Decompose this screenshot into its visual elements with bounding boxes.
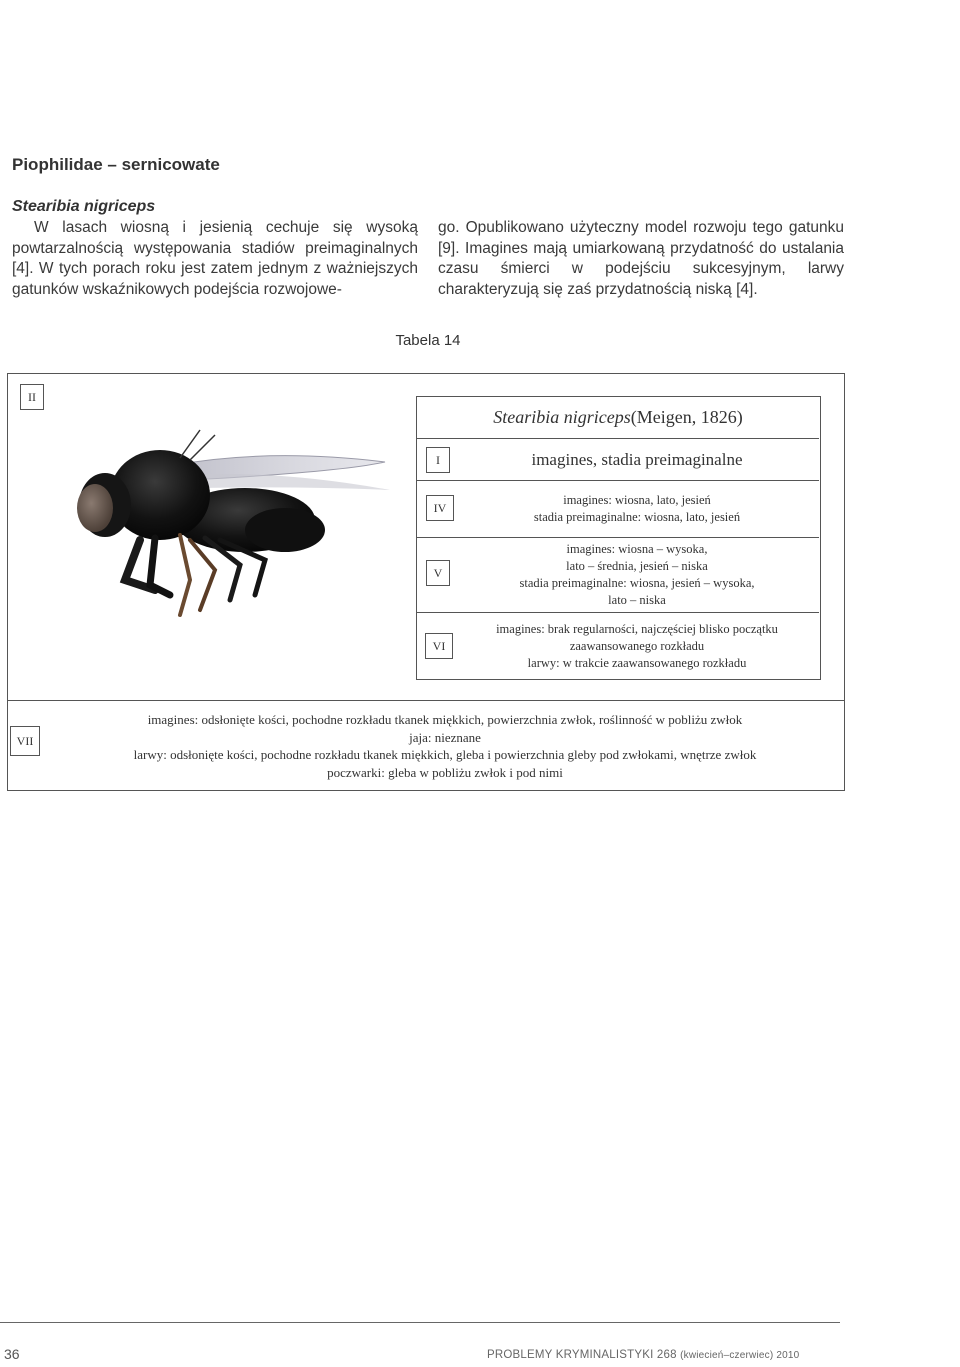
table-row-i xyxy=(417,439,819,481)
table-caption: Tabela 14 xyxy=(395,332,461,349)
row-vi-line: larwy: w trakcie zaawansowanego rozkładu xyxy=(527,655,747,670)
species-title: Stearibia nigriceps xyxy=(12,198,156,215)
section-title: Piophilidae – sernicowate xyxy=(12,155,220,174)
row-i-line: imagines, stadia preimaginalne xyxy=(531,449,743,469)
header-species: Stearibia nigriceps xyxy=(493,407,631,427)
row-iv-line: stadia preimaginalne: wiosna, lato, jesień xyxy=(533,510,741,524)
row-vii-line: poczwarki: gleba w pobliżu zwłok i pod nimi xyxy=(327,764,563,780)
table-row-v xyxy=(417,538,819,613)
table-row-iv xyxy=(417,481,819,538)
row-v-line: imagines: wiosna – wysoka, xyxy=(566,542,708,556)
page-number: 36 xyxy=(4,1346,20,1362)
row-vii-line: imagines: odsłonięte kości, pochodne rozkładu tkanek miękkich, powierzchnia zwłok, roślinność w pobliżu zwłok xyxy=(147,712,743,727)
row-v-line: lato – średnia, jesień – niska xyxy=(566,559,708,573)
table-row-vii xyxy=(45,711,845,781)
row-vi-line: zaawansowanego rozkładu xyxy=(569,638,705,653)
journal-issue: (kwiecień–czerwiec) 2010 xyxy=(680,1350,800,1361)
badge-ii: II xyxy=(20,384,44,410)
badge-vi: VI xyxy=(425,633,453,659)
table-row-vi xyxy=(417,613,819,679)
text-column-left: W lasach wiosną i jesienią cechuje się wysoką powtarzalnością występowania stadiów preimaginalnych [4]. W tych porach roku jest zatem jednym z ważniejszych gatunków wskaźnikowych podejścia rozwojowe- xyxy=(12,219,418,298)
table-divider xyxy=(7,700,845,701)
header-author: (Meigen, 1826) xyxy=(630,407,743,427)
row-v-line: stadia preimaginalne: wiosna, jesień – wysoka, xyxy=(519,576,755,590)
journal-footer xyxy=(487,1349,799,1361)
row-vi-line: imagines: brak regularności, najczęściej blisko początku xyxy=(496,621,778,636)
journal-name: PROBLEMY KRYMINALISTYKI 268 xyxy=(487,1349,681,1361)
row-v-line: lato – niska xyxy=(608,593,666,607)
footer-rule xyxy=(0,1322,840,1323)
table-header-row xyxy=(417,397,819,439)
row-vii-line: larwy: odsłonięte kości, pochodne rozkładu tkanek miękkich, gleba i powierzchnia gleby pod zwłokami, wnętrze zwłok xyxy=(133,747,757,762)
text-column-right: go. Opublikowano użyteczny model rozwoju tego gatunku [9]. Imagines mają umiarkowaną przydatność do ustalania czasu śmierci w podejściu sukcesyjnym, larwy charakteryzują się zaś przydatnością niską [4]. xyxy=(438,219,844,298)
species-info-table xyxy=(416,396,821,680)
badge-i: I xyxy=(426,447,450,473)
fly-photo xyxy=(40,420,410,630)
row-iv-line: imagines: wiosna, lato, jesień xyxy=(563,493,711,507)
row-vii-line: jaja: nieznane xyxy=(409,729,481,745)
badge-vii: VII xyxy=(10,726,40,756)
badge-v: V xyxy=(426,560,450,586)
badge-iv: IV xyxy=(426,495,454,521)
